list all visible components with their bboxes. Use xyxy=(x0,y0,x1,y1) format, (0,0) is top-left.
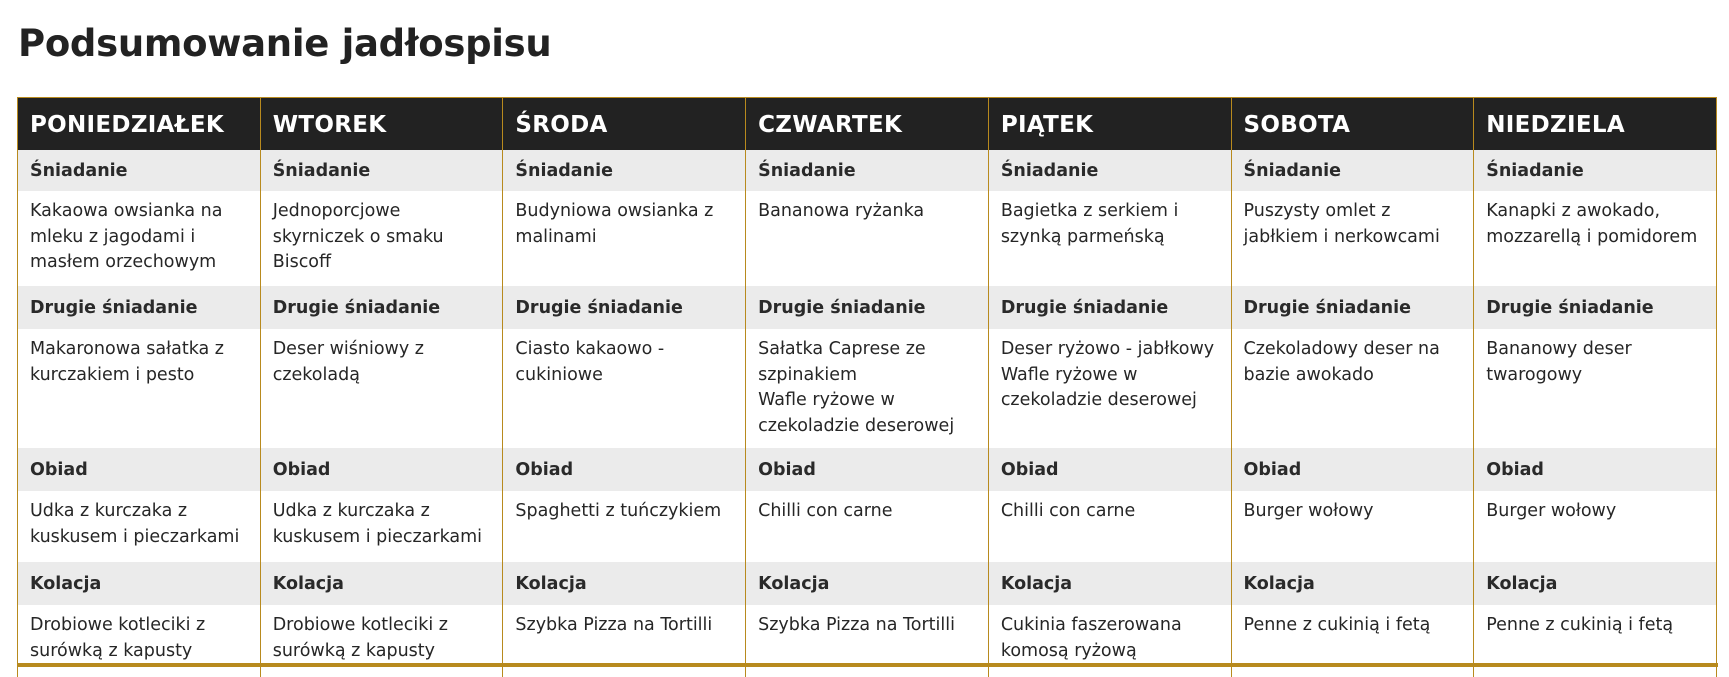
meal-label-thursday: Obiad xyxy=(746,448,989,491)
dish-cell-tuesday xyxy=(260,329,503,448)
day-header-thursday: CZWARTEK xyxy=(746,98,989,151)
day-header-sunday: NIEDZIELA xyxy=(1474,98,1717,151)
dish-cell-saturday xyxy=(1231,329,1474,448)
meal-label-wednesday: Drugie śniadanie xyxy=(503,286,746,329)
meal-label-saturday: Drugie śniadanie xyxy=(1231,286,1474,329)
dish-name: Burger wołowy xyxy=(1243,501,1374,521)
meal-plan-table xyxy=(17,97,1717,677)
meal-label-friday: Śniadanie xyxy=(988,150,1231,191)
meal-label-row xyxy=(18,150,1717,191)
meal-plan-body xyxy=(18,150,1717,677)
dish-name: Bananowa ryżanka xyxy=(758,201,925,221)
dish-cell-tuesday xyxy=(260,191,503,286)
dish-row xyxy=(18,491,1717,562)
dish-name: Chilli con carne xyxy=(1000,501,1136,521)
dish-name: Budyniowa owsianka z malinami xyxy=(515,201,714,247)
meal-label-row xyxy=(18,562,1717,605)
meal-label-sunday: Śniadanie xyxy=(1474,150,1717,191)
meal-label-saturday: Obiad xyxy=(1231,448,1474,491)
dish-name: Ciasto kakaowo - cukiniowe xyxy=(515,339,665,385)
dish-cell-sunday xyxy=(1474,329,1717,448)
meal-label-row xyxy=(18,286,1717,329)
dish-cell-thursday xyxy=(746,491,989,562)
meal-label-sunday: Obiad xyxy=(1474,448,1717,491)
dish-name: Bagietka z serkiem i szynką parmeńską xyxy=(1000,201,1179,247)
meal-label-tuesday: Obiad xyxy=(260,448,503,491)
day-header-friday: PIĄTEK xyxy=(988,98,1231,151)
dish-cell-wednesday xyxy=(503,491,746,562)
meal-label-row xyxy=(18,448,1717,491)
dish-cell-monday xyxy=(18,491,261,562)
dish-name: Penne z cukinią i fetą xyxy=(1486,615,1674,635)
day-header-wednesday: ŚRODA xyxy=(503,98,746,151)
dish-cell-wednesday xyxy=(503,191,746,286)
dish-name: Chilli con carne xyxy=(758,501,893,521)
meal-label-monday: Obiad xyxy=(18,448,261,491)
dish-name: Kanapki z awokado, mozzarellą i pomidorem xyxy=(1486,201,1698,247)
meal-label-wednesday: Obiad xyxy=(503,448,746,491)
dish-name: Kakaowa owsianka na mleku z jagodami i masłem orzechowym xyxy=(30,201,223,272)
dish-cell-sunday xyxy=(1474,491,1717,562)
dish-name: Wafle ryżowe w czekoladzie deserowej xyxy=(1000,364,1197,410)
dish-cell-saturday xyxy=(1231,191,1474,286)
dish-name: Udka z kurczaka z kuskusem i pieczarkami xyxy=(30,501,240,547)
meal-label-thursday: Śniadanie xyxy=(746,150,989,191)
meal-label-monday: Kolacja xyxy=(18,562,261,605)
dish-name: Bananowy deser twarogowy xyxy=(1486,339,1632,385)
dish-name: Wafle ryżowe w czekoladzie deserowej xyxy=(758,390,955,436)
meal-label-wednesday: Kolacja xyxy=(503,562,746,605)
dish-cell-wednesday xyxy=(503,329,746,448)
meal-label-wednesday: Śniadanie xyxy=(503,150,746,191)
dish-name: Szybka Pizza na Tortilli xyxy=(758,615,955,635)
day-header-monday: PONIEDZIAŁEK xyxy=(18,98,261,151)
meal-label-friday: Obiad xyxy=(988,448,1231,491)
dish-cell-friday xyxy=(988,329,1231,448)
meal-label-tuesday: Drugie śniadanie xyxy=(260,286,503,329)
dish-cell-saturday xyxy=(1231,491,1474,562)
dish-name: Makaronowa sałatka z kurczakiem i pesto xyxy=(30,339,224,385)
dish-cell-thursday xyxy=(746,329,989,448)
dish-row xyxy=(18,191,1717,286)
meal-label-friday: Drugie śniadanie xyxy=(988,286,1231,329)
dish-name: Drobiowe kotleciki z surówką z kapusty xyxy=(30,615,206,661)
meal-label-monday: Śniadanie xyxy=(18,150,261,191)
dish-name: Deser wiśniowy z czekoladą xyxy=(272,339,424,385)
dish-cell-friday xyxy=(988,191,1231,286)
meal-label-sunday: Drugie śniadanie xyxy=(1474,286,1717,329)
dish-name: Deser ryżowo - jabłkowy xyxy=(1000,339,1215,359)
page-title: Podsumowanie jadłospisu xyxy=(18,22,552,65)
meal-label-sunday: Kolacja xyxy=(1474,562,1717,605)
day-header-tuesday: WTOREK xyxy=(260,98,503,151)
dish-cell-sunday xyxy=(1474,191,1717,286)
dish-cell-tuesday xyxy=(260,491,503,562)
meal-label-monday: Drugie śniadanie xyxy=(18,286,261,329)
dish-name: Cukinia faszerowana komosą ryżową xyxy=(1000,615,1182,661)
meal-label-friday: Kolacja xyxy=(988,562,1231,605)
dish-name: Burger wołowy xyxy=(1486,501,1617,521)
dish-row xyxy=(18,329,1717,448)
meal-label-tuesday: Śniadanie xyxy=(260,150,503,191)
day-header-row xyxy=(18,98,1717,151)
dish-name: Penne z cukinią i fetą xyxy=(1243,615,1431,635)
dish-name: Spaghetti z tuńczykiem xyxy=(515,501,722,521)
dish-name: Drobiowe kotleciki z surówką z kapusty xyxy=(272,615,448,661)
dish-cell-thursday xyxy=(746,191,989,286)
dish-name: Puszysty omlet z jabłkiem i nerkowcami xyxy=(1243,201,1440,247)
meal-label-saturday: Śniadanie xyxy=(1231,150,1474,191)
dish-name: Szybka Pizza na Tortilli xyxy=(515,615,713,635)
dish-name: Jednoporcjowe skyrniczek o smaku Biscoff xyxy=(272,201,444,272)
meal-label-saturday: Kolacja xyxy=(1231,562,1474,605)
table-bottom-divider xyxy=(17,663,1718,667)
dish-name: Udka z kurczaka z kuskusem i pieczarkami xyxy=(272,501,483,547)
dish-name: Czekoladowy deser na bazie awokado xyxy=(1243,339,1440,385)
day-header-saturday: SOBOTA xyxy=(1231,98,1474,151)
meal-label-thursday: Drugie śniadanie xyxy=(746,286,989,329)
meal-label-tuesday: Kolacja xyxy=(260,562,503,605)
dish-name: Sałatka Caprese ze szpinakiem xyxy=(758,339,926,385)
dish-cell-monday xyxy=(18,191,261,286)
dish-cell-monday xyxy=(18,329,261,448)
meal-label-thursday: Kolacja xyxy=(746,562,989,605)
dish-cell-friday xyxy=(988,491,1231,562)
